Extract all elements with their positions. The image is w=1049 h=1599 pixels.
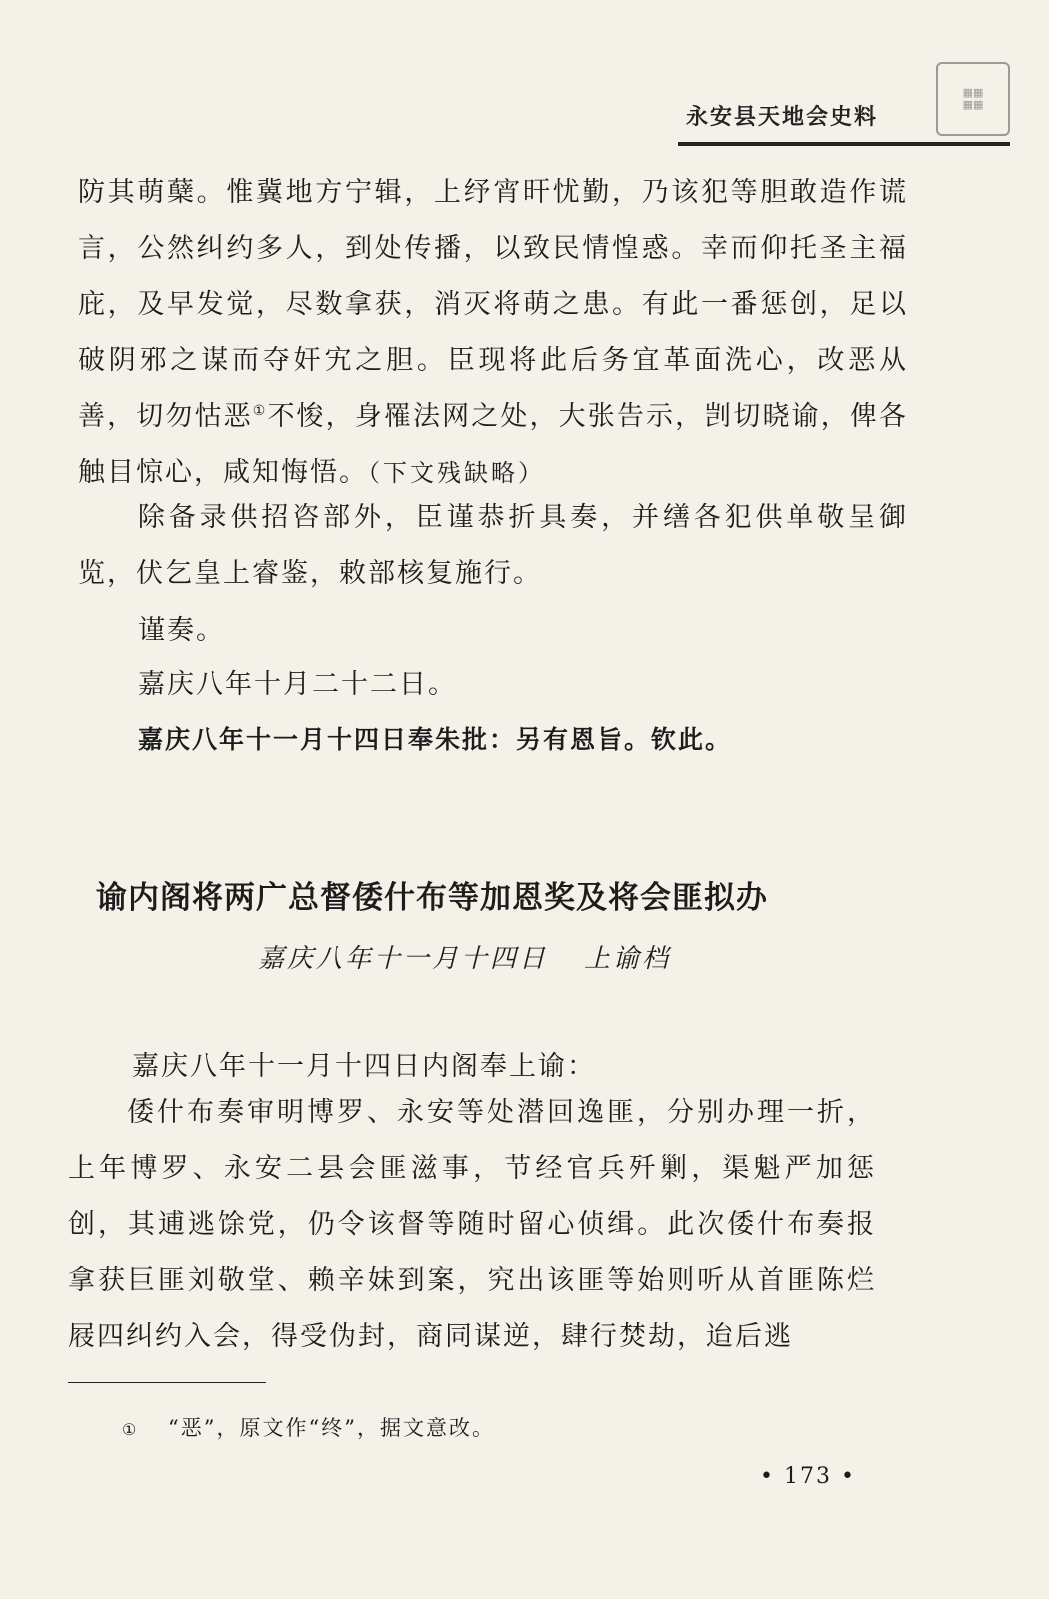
footnote <box>122 1412 495 1442</box>
edict-subtitle <box>258 938 671 975</box>
footnote-marker: ① <box>122 1420 139 1439</box>
footnote-reference: ① <box>252 403 268 419</box>
edict-body <box>68 1085 876 1365</box>
header-rule <box>678 142 1010 146</box>
memorial-text-part2: 不悛，身罹法网之处，大张告示，剀切晓谕，俾各触目惊心，咸知悔悟。 <box>78 401 909 488</box>
memorial-text-part1: 防其萌蘖。惟冀地方宁辑，上纾宵旰忧勤，乃该犯等胆敢造作谎言，公然纠约多人，到处传播，以致民情惶惑。幸而仰托圣主福庇，及早发觉，尽数拿获，消灭将萌之患。有此一番惩创，足以破阴邪之谋而夺奸宄之胆。臣现将此后务宜革面洗心，改恶从善，切勿怙恶 <box>78 177 908 432</box>
edict-body-text: 倭什布奏审明博罗、永安等处潜回逸匪，分别办理一折，上年博罗、永安二县会匪滋事，节经官兵歼剿，渠魁严加惩创，其逋逃馀党，仍令该督等随时留心侦缉。此次倭什布奏报拿获巨匪刘敬堂、赖辛妹到案，究出该匪等始则听从首匪陈烂屐四纠约入会，得受伪封，商同谋逆，肆行焚劫，迨后逃 <box>68 1097 876 1352</box>
memorial-closing: 谨奏。 <box>138 615 225 646</box>
lacuna-note: （下文残缺略） <box>368 459 545 487</box>
edict-date: 嘉庆八年十一月十四日 <box>258 944 549 974</box>
edict-title: 谕内阁将两广总督倭什布等加恩奖及将会匪拟办 <box>96 880 768 916</box>
edict-opening: 嘉庆八年十一月十四日内阁奉上谕： <box>132 1051 596 1082</box>
running-header-title: 永安县天地会史料 <box>686 105 879 130</box>
page-number: • 173 • <box>760 1464 856 1489</box>
seal-stamp <box>936 62 1010 136</box>
footnote-rule <box>68 1382 266 1383</box>
footnote-text: “恶”，原文作“终”，据文意改。 <box>168 1416 495 1440</box>
seal-glyph: ▦▦ ▦▦ <box>962 86 984 111</box>
memorial-paragraph-1 <box>78 165 908 501</box>
memorial-paragraph-2 <box>78 490 908 602</box>
memorial-paragraph-2-text: 除备录供招咨部外，臣谨恭折具奏，并缮各犯供单敬呈御览，伏乞皇上睿鉴，敕部核复施行。 <box>78 502 908 589</box>
edict-source: 上谕档 <box>584 944 672 974</box>
memorial-date: 嘉庆八年十月二十二日。 <box>138 669 457 700</box>
imperial-rescript: 嘉庆八年十一月十四日奉朱批：另有恩旨。钦此。 <box>138 725 733 754</box>
